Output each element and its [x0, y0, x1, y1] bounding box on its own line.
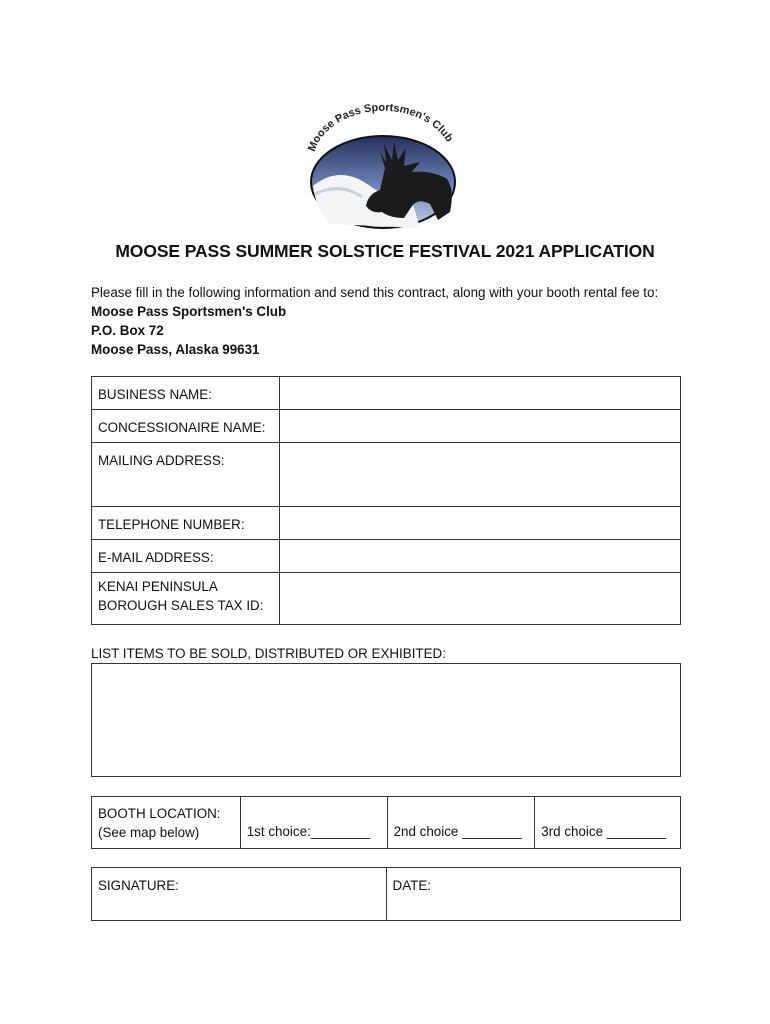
- concessionaire-name-field[interactable]: [279, 410, 680, 443]
- business-name-field[interactable]: [279, 377, 680, 410]
- booth-location-label-line2: (See map below): [98, 824, 200, 840]
- items-list-field[interactable]: [91, 663, 681, 777]
- sales-tax-id-label-line2: BOROUGH SALES TAX ID:: [98, 598, 264, 613]
- sales-tax-id-label: [92, 573, 280, 625]
- booth-third-choice[interactable]: 3rd choice ________: [535, 797, 681, 849]
- applicant-info-table: [91, 376, 681, 625]
- booth-first-choice[interactable]: 1st choice:________: [240, 797, 387, 849]
- items-list-label: LIST ITEMS TO BE SOLD, DISTRIBUTED OR EXHIBITED:: [91, 646, 446, 661]
- logo-text: Moose Pass Sportsmen's Club: [305, 102, 456, 154]
- intro-block: [91, 283, 658, 359]
- sales-tax-id-field[interactable]: [279, 573, 680, 625]
- email-field[interactable]: [279, 540, 680, 573]
- sales-tax-id-label-line1: KENAI PENINSULA: [98, 579, 218, 594]
- concessionaire-name-label: CONCESSIONAIRE NAME:: [92, 410, 280, 443]
- date-field[interactable]: [386, 868, 680, 921]
- telephone-field[interactable]: [279, 507, 680, 540]
- mailing-address-label: MAILING ADDRESS:: [92, 443, 280, 507]
- signature-label: SIGNATURE:: [98, 878, 179, 893]
- date-label: DATE:: [392, 878, 431, 893]
- booth-location-table: [91, 796, 681, 849]
- signature-field[interactable]: [92, 868, 387, 921]
- intro-line: Please fill in the following information and send this contract, along with your booth rental fee to:: [91, 285, 659, 300]
- booth-location-label-line1: BOOTH LOCATION:: [98, 805, 221, 821]
- mailing-address-field[interactable]: [279, 443, 680, 507]
- page-title: MOOSE PASS SUMMER SOLSTICE FESTIVAL 2021 APPLICATION: [115, 241, 655, 261]
- business-name-label: BUSINESS NAME:: [92, 377, 280, 410]
- booth-location-label: [92, 797, 241, 849]
- moose-club-logo: [300, 102, 465, 230]
- club-po-box: P.O. Box 72: [91, 323, 164, 338]
- telephone-label: TELEPHONE NUMBER:: [92, 507, 280, 540]
- club-city: Moose Pass, Alaska 99631: [91, 342, 260, 357]
- booth-second-choice[interactable]: 2nd choice ________: [387, 797, 535, 849]
- club-name: Moose Pass Sportsmen's Club: [91, 304, 287, 319]
- email-label: E-MAIL ADDRESS:: [92, 540, 280, 573]
- signature-table: [91, 867, 681, 921]
